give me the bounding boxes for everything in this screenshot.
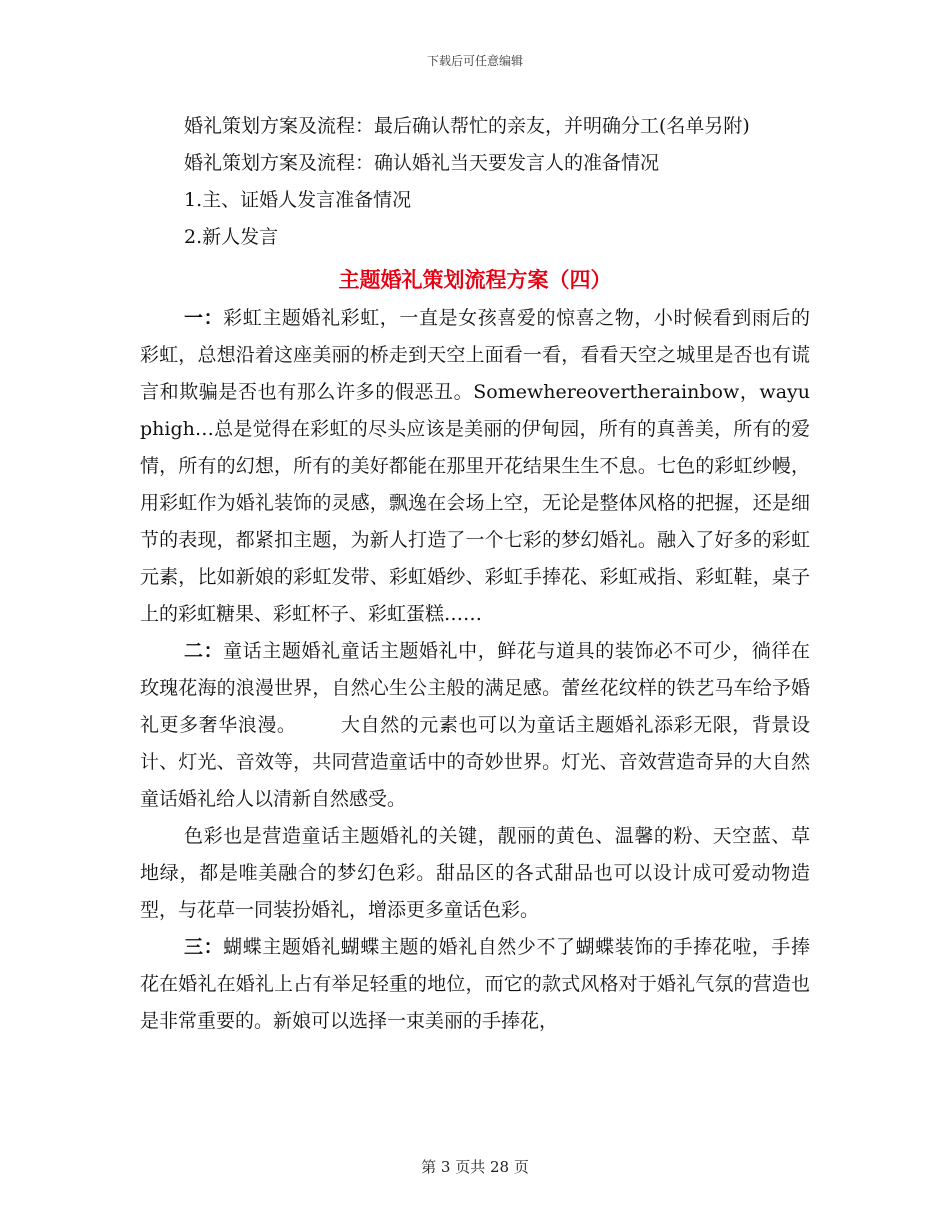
rainbow-theme-text: 彩虹主题婚礼彩虹，一直是女孩喜爱的惊喜之物，小时候看到雨后的彩虹，总想沿着这座美丽的桥走到天空上面看一看，看看天空之城里是否也有谎言和欺骗是否也有那么许多的假恶丑。Somewhereovertherainbow，wayuphigh…总是觉得在彩虹的尽头应该是美丽的伊甸园，所有的真善美，所有的爱情，所有的幻想，所有的美好都能在那里开花结果生生不息。七色的彩虹纱幔，用彩虹作为婚礼装饰的灵感，飘逸在会场上空，无论是整体风格的把握，还是细节的表现，都紧扣主题，为新人打造了一个七彩的梦幻婚礼。融入了好多的彩虹元素，比如新娘的彩虹发带、彩虹婚纱、彩虹手捧花、彩虹戒指、彩虹鞋，桌子上的彩虹糖果、彩虹杯子、彩虹蛋糕…… — [140, 307, 810, 625]
page-header: 下载后可任意编辑 — [426, 54, 523, 68]
paragraph-rainbow-theme — [140, 300, 810, 633]
list-item-couple-speech: 2.新人发言 — [184, 226, 279, 248]
paragraph-butterfly-theme — [140, 929, 810, 1040]
document-body — [140, 108, 810, 1040]
butterfly-theme-text: 蝴蝶主题婚礼蝴蝶主题的婚礼自然少不了蝴蝶装饰的手捧花啦，手捧花在婚礼在婚礼上占有举足轻重的地位，而它的款式风格对于婚礼气氛的营造也是非常重要的。新娘可以选择一束美丽的手捧花， — [140, 936, 810, 1032]
fairytale-theme-text-a: 童话主题婚礼童话主题婚礼中，鲜花与道具的装饰必不可少，徜徉在玫瑰花海的浪漫世界，自然心生公主般的满足感。蕾丝花纹样的铁艺马车给予婚礼更多奢华浪漫。 — [140, 640, 810, 736]
section-title: 主题婚礼策划流程方案（四） — [338, 268, 612, 292]
paragraph-fairytale-colors: 色彩也是营造童话主题婚礼的关键，靓丽的黄色、温馨的粉、天空蓝、草地绿，都是唯美融合的梦幻色彩。甜品区的各式甜品也可以设计成可爱动物造型，与花草一同装扮婚礼，增添更多童话色彩。 — [140, 825, 810, 921]
section-lead-three: 三： — [184, 936, 224, 958]
section-lead-two: 二： — [184, 640, 224, 662]
paragraph-confirm-speakers: 婚礼策划方案及流程：确认婚礼当天要发言人的准备情况 — [184, 152, 660, 174]
fairytale-theme-text-b: 大自然的元素也可以为童话主题婚礼添彩无限，背景设计、灯光、音效等，共同营造童话中的奇妙世界。灯光、音效营造奇异的大自然童话婚礼给人以清新自然感受。 — [140, 714, 810, 810]
paragraph-confirm-helpers: 婚礼策划方案及流程：最后确认帮忙的亲友，并明确分工(名单另附) — [184, 115, 750, 137]
page-footer: 第 3 页共 28 页 — [421, 1158, 529, 1176]
section-lead-one: 一： — [184, 307, 224, 329]
paragraph-fairytale-theme — [140, 633, 810, 818]
list-item-officiant-speech: 1.主、证婚人发言准备情况 — [184, 189, 412, 211]
